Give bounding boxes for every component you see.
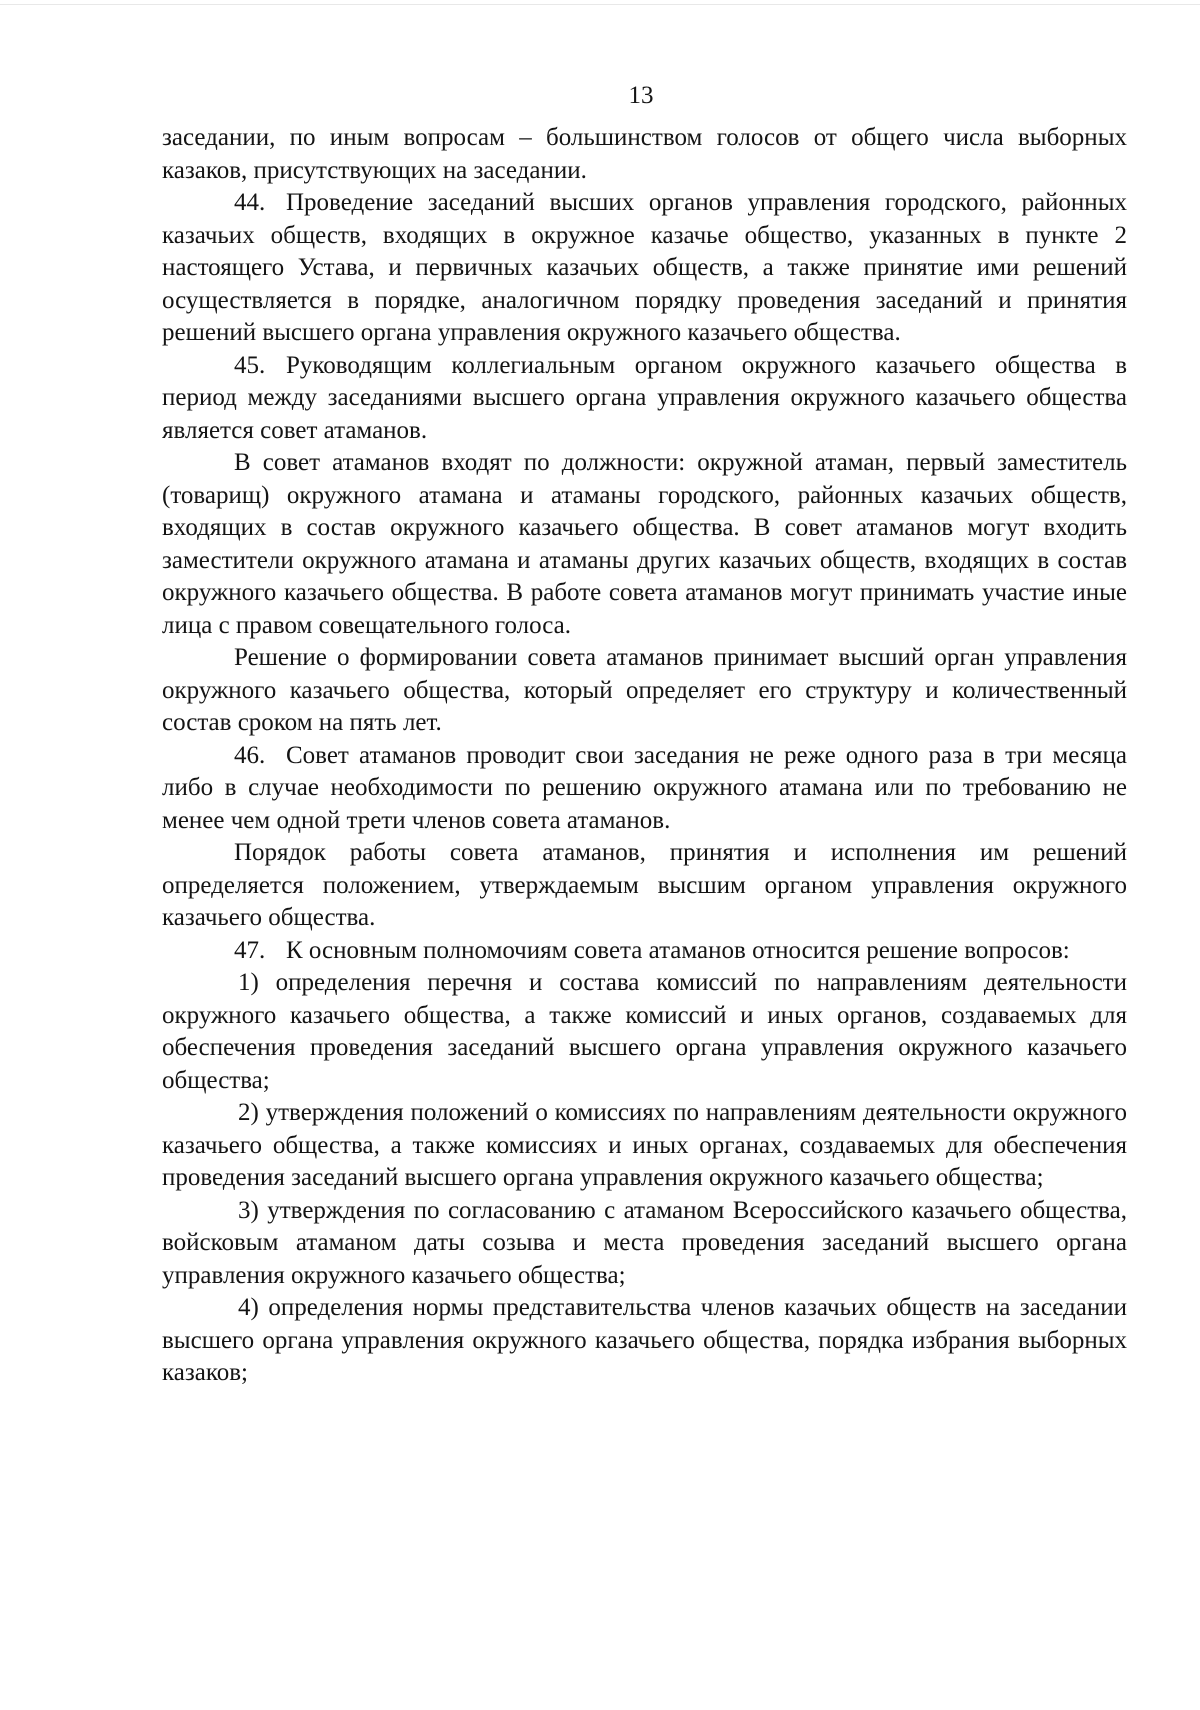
list-item-1: 1) определения перечня и состава комиссий по направлениям деятельности окружного казачьего общества, а также комиссий и иных органов, создаваемых для обеспечения проведения заседаний высшего органа управления окружного казачьего общества; (162, 969, 1127, 1094)
clause-number: 45. (234, 351, 266, 379)
clause-text: К основным полномочиям совета атаманов относится решение вопросов: (286, 936, 1070, 964)
list-item-3: 3) утверждения по согласованию с атаманом Всероссийского казачьего общества, войсковым атаманом даты созыва и места проведения заседаний высшего органа управления окружного казачьего общества; (162, 1196, 1127, 1289)
page-number: 13 (628, 82, 654, 109)
paragraph-46 (162, 740, 1127, 838)
list-item-4: 4) определения нормы представительства членов казачьих обществ на заседании высшего органа управления окружного казачьего общества, порядка избрания выборных казаков; (162, 1294, 1127, 1386)
paragraph-45 (162, 350, 1127, 448)
clause-text: Проведение заседаний высших органов управления городского, районных казачьих обществ, входящих в окружное казачье общество, указанных в пункте 2 настоящего Устава, и первичных казачьих обществ, а также принятие ими решений осуществляется в порядке, аналогичном порядку проведения заседаний и принятия решений высшего органа управления окружного казачьего общества. (162, 189, 1127, 346)
scan-edge-line (0, 4, 1200, 5)
clause-text: Руководящим коллегиальным органом окружного казачьего общества в период между заседаниями высшего органа управления окружного казачьего общества является совет атаманов. (162, 351, 1127, 444)
paragraph-continuation: заседании, по иным вопросам – большинством голосов от общего числа выборных казаков, присутствующих на заседании. (162, 124, 1127, 184)
paragraph-council-procedure: Порядок работы совета атаманов, принятия и исполнения им решений определяется положением, утверждаемым высшим органом управления окружного казачьего общества. (162, 839, 1127, 931)
paragraph-44 (162, 187, 1127, 350)
clause-number: 44. (234, 189, 266, 216)
clause-number: 47. (234, 936, 266, 964)
paragraph-council-members: В совет атаманов входят по должности: окружной атаман, первый заместитель (товарищ) окружного атамана и атаманы городского, районных казачьих обществ, входящих в состав окружного казачьего общества. В совет атаманов могут входить заместители окружного атамана и атаманы других казачьих обществ, входящих в состав окружного казачьего общества. В работе совета атаманов могут принимать участие иные лица с правом совещательного голоса. (162, 449, 1127, 639)
paragraph-47 (162, 935, 1127, 968)
document-body (162, 122, 1127, 1390)
clause-number: 46. (234, 741, 266, 769)
list-item-2: 2) утверждения положений о комиссиях по направлениям деятельности окружного казачьего общества, а также комиссиях и иных органах, создаваемых для обеспечения проведения заседаний высшего органа управления окружного казачьего общества; (162, 1099, 1127, 1191)
clause-text: Совет атаманов проводит свои заседания не реже одного раза в три месяца либо в случае необходимости по решению окружного атамана или по требованию не менее чем одной трети членов совета атаманов. (162, 741, 1127, 834)
paragraph-council-formation: Решение о формировании совета атаманов принимает высший орган управления окружного казачьего общества, который определяет его структуру и количественный состав сроком на пять лет. (162, 644, 1127, 736)
